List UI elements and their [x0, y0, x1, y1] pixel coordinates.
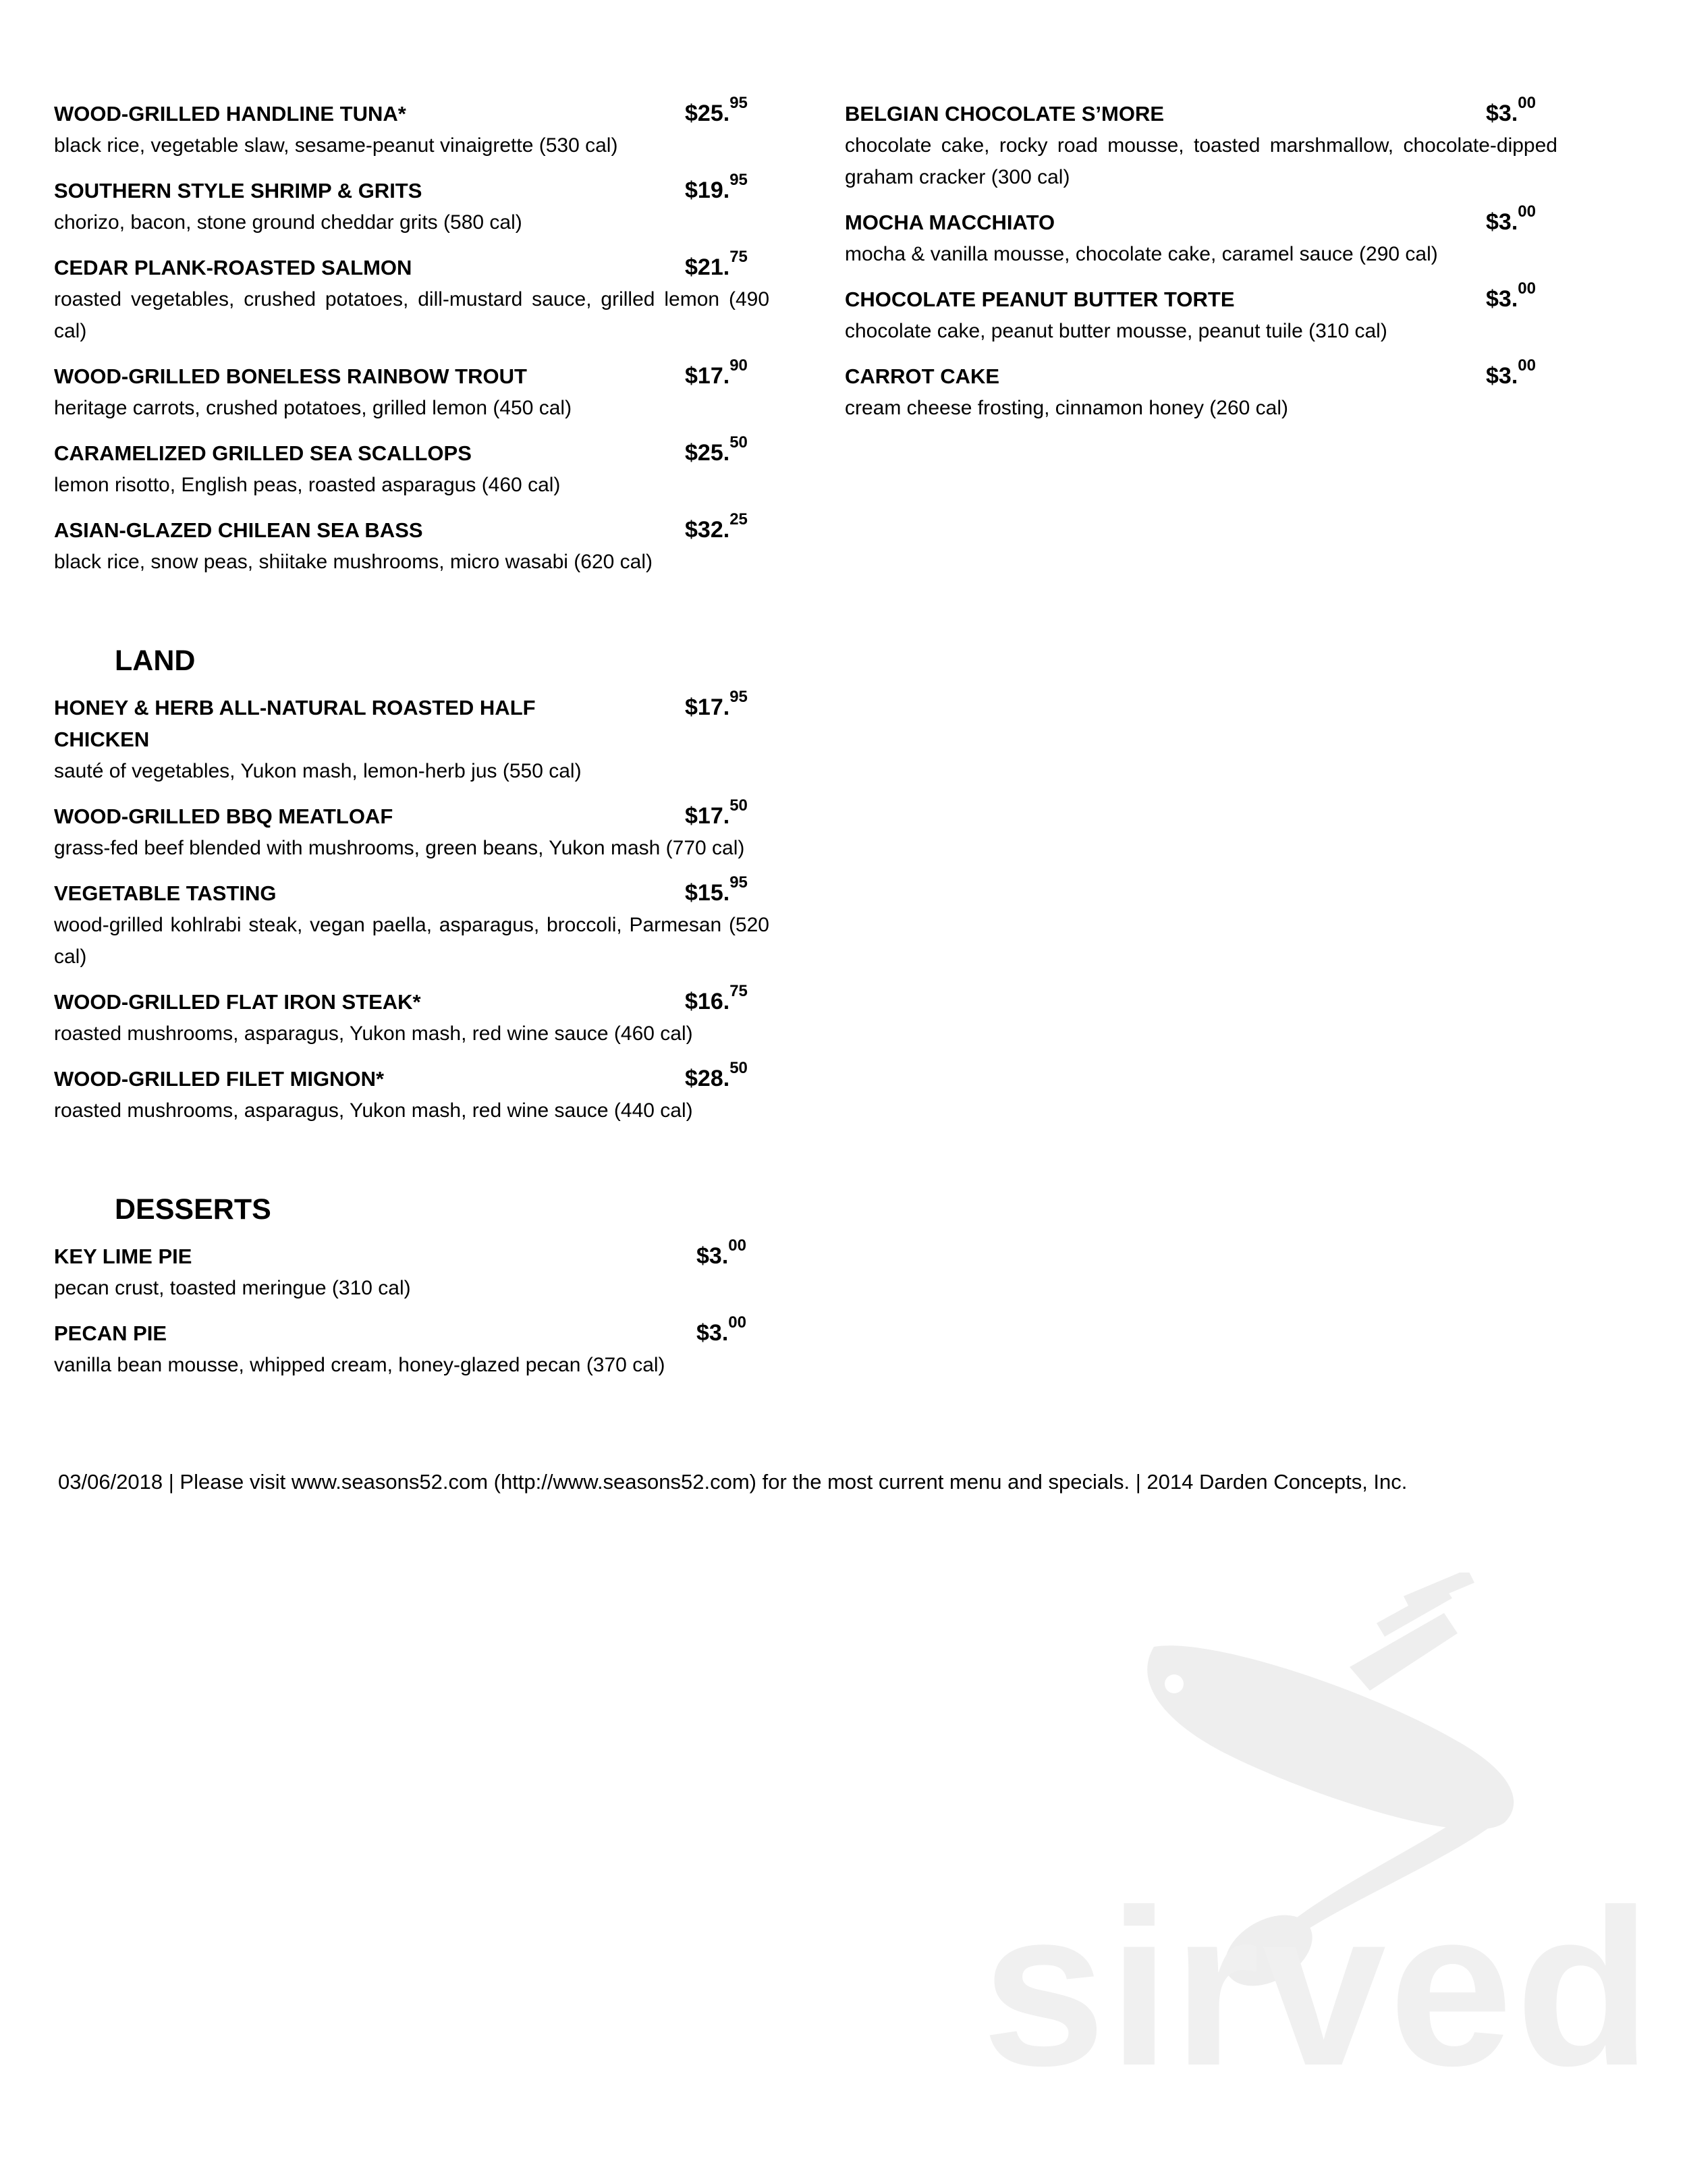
- menu-item: [54, 1236, 769, 1304]
- menu-item: [845, 279, 1557, 347]
- section-title-land: LAND: [115, 645, 196, 677]
- seafood-list: [54, 94, 769, 578]
- left-column: [54, 94, 769, 1394]
- item-price: $17.90: [685, 356, 748, 389]
- item-price: $3.00: [1486, 202, 1536, 235]
- item-price: $3.00: [1486, 356, 1536, 389]
- item-price: $3.00: [1486, 94, 1536, 126]
- menu-item: [54, 1059, 769, 1126]
- item-price: $21.75: [685, 248, 748, 280]
- item-description: grass-fed beef blended with mushrooms, green beans, Yukon mash (770 cal): [54, 837, 745, 859]
- item-description: chorizo, bacon, stone ground cheddar grits (580 cal): [54, 211, 522, 234]
- watermark-brand: sirved: [982, 1863, 1655, 2112]
- item-description: roasted mushrooms, asparagus, Yukon mash, red wine sauce (460 cal): [54, 1022, 693, 1045]
- item-price: $17.95: [685, 688, 748, 720]
- menu-item: [54, 796, 769, 864]
- menu-item: [54, 248, 769, 347]
- menu-item: [845, 94, 1557, 193]
- item-description: mocha & vanilla mousse, chocolate cake, caramel sauce (290 cal): [845, 243, 1438, 265]
- item-description: roasted vegetables, crushed potatoes, dill-mustard sauce, grilled lemon (490 cal): [54, 288, 769, 342]
- item-description: chocolate cake, rocky road mousse, toasted marshmallow, chocolate-dipped graham cracker (300 cal): [845, 134, 1557, 188]
- item-price: $25.95: [685, 94, 748, 126]
- item-name: SOUTHERN STYLE SHRIMP & GRITS: [54, 179, 422, 202]
- item-name: KEY LIME PIE: [54, 1245, 192, 1268]
- footer-text: 03/06/2018 | Please visit www.seasons52.com (http://www.seasons52.com) for the most current menu and specials. | 2014 Darden Concepts, Inc.: [58, 1470, 1408, 1494]
- menu-item: [54, 433, 769, 501]
- item-name: ASIAN-GLAZED CHILEAN SEA BASS: [54, 518, 423, 542]
- menu-item: [54, 94, 769, 161]
- item-price: $17.50: [685, 796, 748, 829]
- item-name: BELGIAN CHOCOLATE S’MORE: [845, 102, 1165, 126]
- item-price: $3.00: [1486, 279, 1536, 312]
- desserts-list: [54, 1236, 769, 1381]
- item-description: wood-grilled kohlrabi steak, vegan paella, asparagus, broccoli, Parmesan (520 cal): [54, 914, 769, 968]
- item-description: sauté of vegetables, Yukon mash, lemon-herb jus (550 cal): [54, 760, 582, 782]
- item-price: $32.25: [685, 510, 748, 543]
- menu-item: [845, 202, 1557, 270]
- item-price: $25.50: [685, 433, 748, 466]
- menu-item: [54, 1313, 769, 1381]
- item-name: WOOD-GRILLED BBQ MEATLOAF: [54, 804, 393, 828]
- item-name: WOOD-GRILLED BONELESS RAINBOW TROUT: [54, 364, 527, 388]
- item-name: HONEY & HERB ALL-NATURAL ROASTED HALF CHICKEN: [54, 696, 536, 751]
- item-price: $3.00: [696, 1236, 746, 1269]
- item-name: PECAN PIE: [54, 1321, 167, 1345]
- menu-item: [845, 356, 1557, 424]
- land-list: [54, 688, 769, 1126]
- item-description: chocolate cake, peanut butter mousse, peanut tuile (310 cal): [845, 320, 1387, 342]
- item-name: CARAMELIZED GRILLED SEA SCALLOPS: [54, 441, 472, 465]
- menu-item: [54, 356, 769, 424]
- item-name: CHOCOLATE PEANUT BUTTER TORTE: [845, 288, 1235, 311]
- menu-item: [54, 873, 769, 973]
- item-description: heritage carrots, crushed potatoes, grilled lemon (450 cal): [54, 397, 572, 419]
- item-name: WOOD-GRILLED FLAT IRON STEAK*: [54, 990, 421, 1014]
- item-name: WOOD-GRILLED FILET MIGNON*: [54, 1067, 385, 1091]
- menu-item: [54, 510, 769, 578]
- item-description: lemon risotto, English peas, roasted asparagus (460 cal): [54, 474, 561, 496]
- item-name: VEGETABLE TASTING: [54, 881, 277, 905]
- menu-item: [54, 982, 769, 1049]
- section-title-desserts: DESSERTS: [115, 1193, 271, 1226]
- item-price: $16.75: [685, 982, 748, 1014]
- menu-item: [54, 171, 769, 238]
- item-name: CARROT CAKE: [845, 364, 1000, 388]
- item-price: $15.95: [685, 873, 748, 906]
- item-price: $3.00: [696, 1313, 746, 1346]
- menu-item: [54, 688, 769, 787]
- right-column: [845, 94, 1557, 437]
- item-description: black rice, vegetable slaw, sesame-peanut vinaigrette (530 cal): [54, 134, 618, 157]
- item-description: black rice, snow peas, shiitake mushrooms, micro wasabi (620 cal): [54, 551, 653, 573]
- item-description: pecan crust, toasted meringue (310 cal): [54, 1277, 411, 1299]
- item-name: MOCHA MACCHIATO: [845, 211, 1055, 234]
- item-name: WOOD-GRILLED HANDLINE TUNA*: [54, 102, 406, 126]
- item-description: vanilla bean mousse, whipped cream, honey-glazed pecan (370 cal): [54, 1354, 665, 1376]
- item-price: $28.50: [685, 1059, 748, 1091]
- item-description: cream cheese frosting, cinnamon honey (260 cal): [845, 397, 1289, 419]
- item-price: $19.95: [685, 171, 748, 203]
- item-description: roasted mushrooms, asparagus, Yukon mash, red wine sauce (440 cal): [54, 1099, 693, 1122]
- item-name: CEDAR PLANK-ROASTED SALMON: [54, 256, 412, 279]
